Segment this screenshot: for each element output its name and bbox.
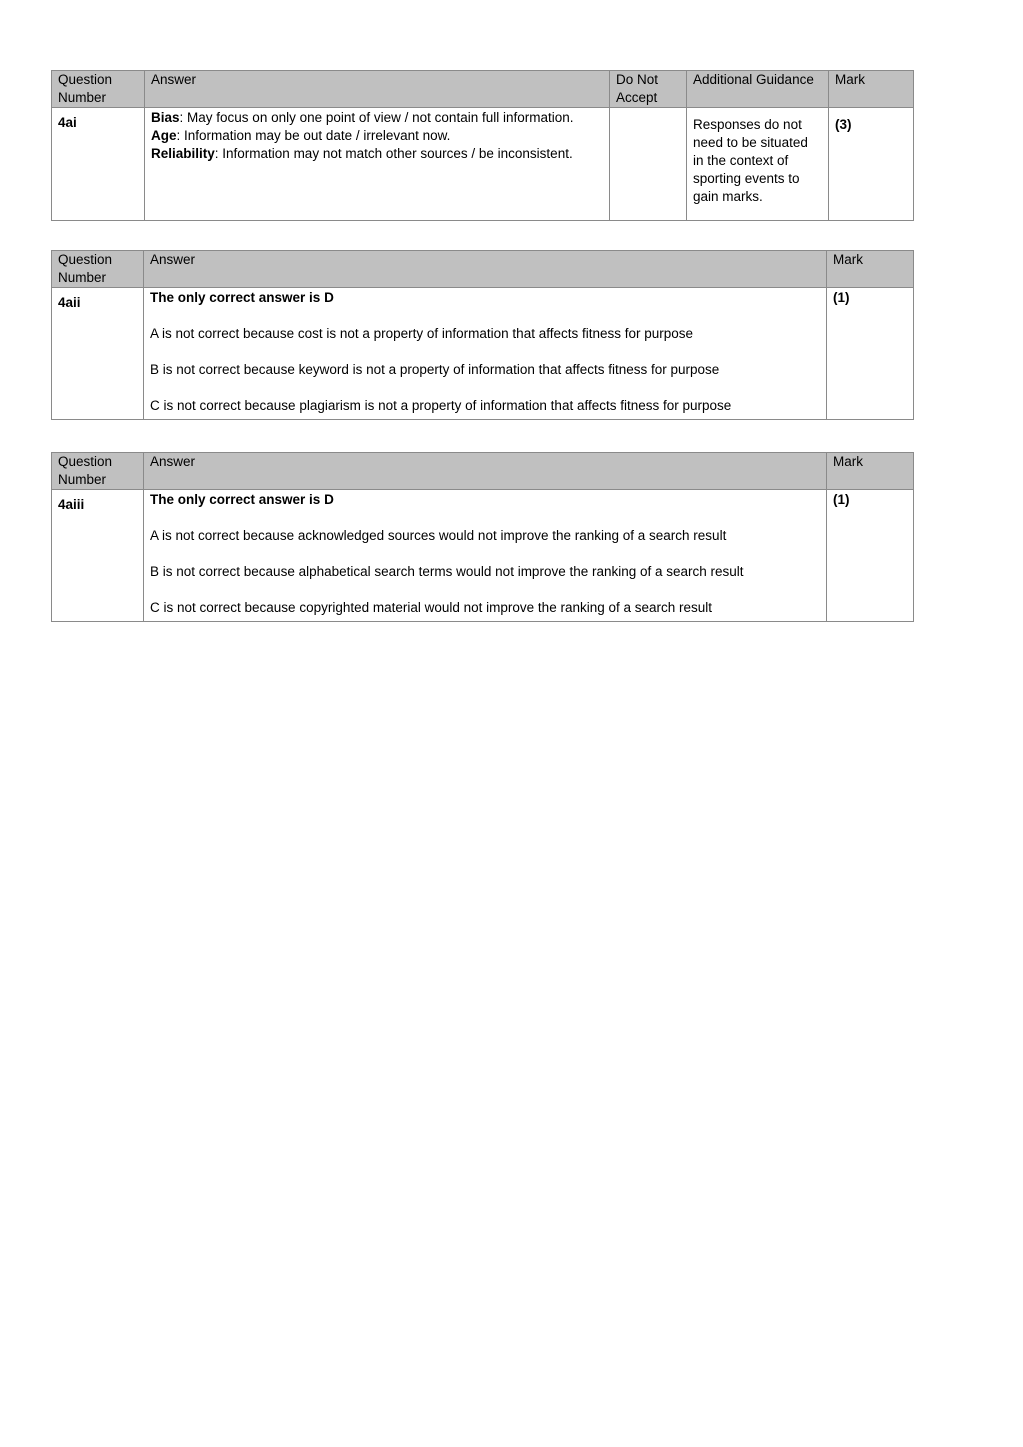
header-do-not-accept: Do Not Accept xyxy=(610,71,687,108)
table-row xyxy=(52,108,914,221)
table-header-row xyxy=(52,453,914,490)
mark-cell: (1) xyxy=(827,490,914,622)
do-not-accept-cell xyxy=(610,108,687,221)
header-answer: Answer xyxy=(144,251,827,288)
question-number: 4aiii xyxy=(52,490,144,622)
additional-guidance-cell: Responses do not need to be situated in the context of sporting events to gain marks. xyxy=(687,108,829,221)
question-number: 4aii xyxy=(52,288,144,420)
mark-scheme-table-4ai xyxy=(51,70,914,221)
mark-cell: (1) xyxy=(827,288,914,420)
table-header-row xyxy=(52,71,914,108)
table-row xyxy=(52,288,914,420)
mark-cell: (3) xyxy=(829,108,914,221)
answer-cell xyxy=(144,288,827,420)
mark-scheme-table-4aii xyxy=(51,250,914,420)
header-answer: Answer xyxy=(144,453,827,490)
answer-cell xyxy=(145,108,610,221)
distractor-explanation-c: C is not correct because plagiarism is not a property of information that affects fitness for purpose xyxy=(150,398,732,413)
distractor-explanation-c: C is not correct because copyrighted material would not improve the ranking of a search result xyxy=(150,600,713,615)
distractor-explanation-b: B is not correct because keyword is not a property of information that affects fitness for purpose xyxy=(150,362,720,377)
header-mark: Mark xyxy=(827,453,914,490)
header-answer: Answer xyxy=(145,71,610,108)
header-question-number: Question Number xyxy=(52,71,145,108)
distractor-explanation-a: A is not correct because acknowledged sources would not improve the ranking of a search result xyxy=(150,528,727,543)
table-header-row xyxy=(52,251,914,288)
correct-answer: The only correct answer is D xyxy=(150,290,334,305)
answer-cell xyxy=(144,490,827,622)
answer-line-bias: Bias: May focus on only one point of view / not contain full information. xyxy=(151,110,574,125)
distractor-explanation-b: B is not correct because alphabetical search terms would not improve the ranking of a search result xyxy=(150,564,744,579)
mark-scheme-table-4aiii xyxy=(51,452,914,622)
header-mark: Mark xyxy=(827,251,914,288)
header-mark: Mark xyxy=(829,71,914,108)
answer-line-reliability: Reliability: Information may not match other sources / be inconsistent. xyxy=(151,146,573,161)
question-number: 4ai xyxy=(52,108,145,221)
table-row xyxy=(52,490,914,622)
correct-answer: The only correct answer is D xyxy=(150,492,334,507)
header-question-number: Question Number xyxy=(52,453,144,490)
distractor-explanation-a: A is not correct because cost is not a property of information that affects fitness for purpose xyxy=(150,326,694,341)
header-question-number: Question Number xyxy=(52,251,144,288)
header-additional-guidance: Additional Guidance xyxy=(687,71,829,108)
answer-line-age: Age: Information may be out date / irrelevant now. xyxy=(151,128,451,143)
